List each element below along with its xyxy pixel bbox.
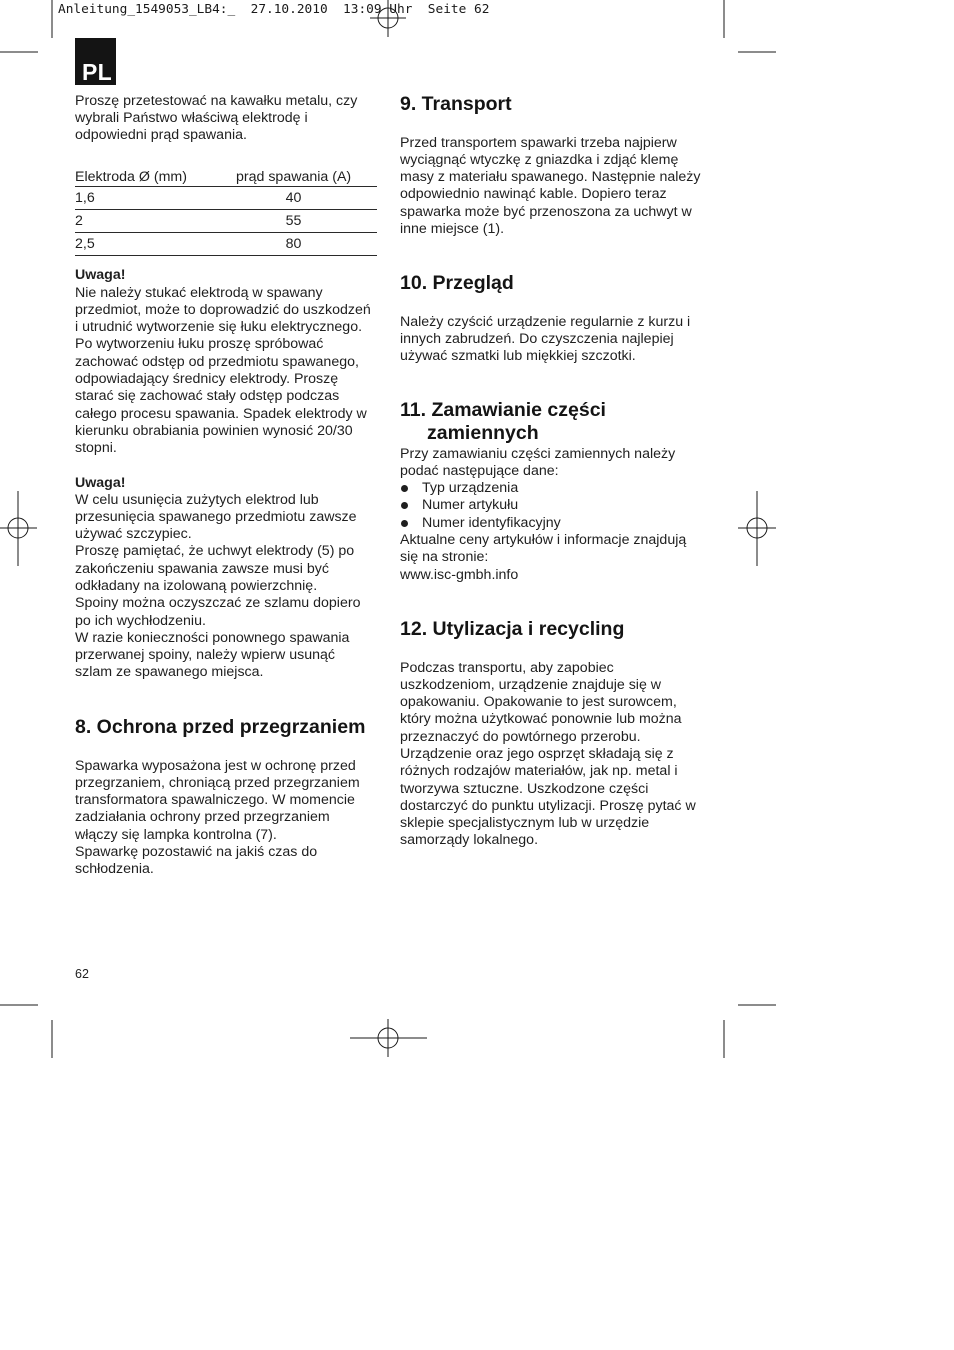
text-line: odpowiedni prąd spawania.: [75, 127, 247, 144]
table-cell-electrode: 2,5: [75, 236, 95, 252]
electrode-current-table: [75, 168, 377, 256]
text-line: Urządzenie oraz jego osprzęt składają się z: [400, 745, 674, 762]
spare-parts-list: [400, 480, 686, 532]
text-line: Proszę pamiętać, że uchwyt elektrody (5) po: [75, 543, 355, 560]
text-line: przerwanej spoiny, należy wpierw usunąć: [75, 647, 335, 664]
bullet-dot-icon: [401, 502, 408, 509]
text-line: przegrzaniem, chroniącą przed przegrzaniem: [75, 774, 360, 791]
spare-parts-intro: [400, 446, 686, 481]
text-line: przedmiot, może to doprowadzić do uszkodzeń: [75, 301, 371, 318]
heading-line: zamiennych: [427, 421, 539, 444]
list-item-text: Numer artykułu: [422, 497, 519, 514]
text-line: Spawarkę pozostawić na jakiś czas do: [75, 843, 318, 860]
text-line: innych zabrudzeń. Do czyszczenia najlepiej: [400, 330, 674, 347]
text-line: stopni.: [75, 440, 117, 457]
page-number: 62: [75, 967, 89, 981]
text-line: używać szczypiec.: [75, 526, 192, 543]
table-row: [75, 233, 377, 256]
bullet-dot-icon: [401, 485, 408, 492]
text-line: przesunięcia spawanego przedmiotu zawsze: [75, 508, 357, 525]
registration-mark-left-icon: [0, 491, 37, 566]
text-line: Nie należy stukać elektrodą w spawany: [75, 284, 323, 301]
section-paragraph: [400, 446, 686, 584]
text-line: który można użytkować ponownie lub można: [400, 711, 682, 728]
table-cell-current: 55: [285, 213, 302, 229]
text-line: używać szmatki lub miękkiej szczotki.: [400, 348, 636, 365]
text-line: opakowaniu. Opakowanie to jest surowcem,: [400, 694, 677, 711]
list-item: [400, 497, 686, 514]
text-line: Aktualne ceny artykułów i informacje znajdują: [400, 531, 687, 548]
table-header-current: prąd spawania (A): [236, 169, 352, 185]
note-label: Uwaga!: [75, 266, 126, 283]
table-cell-current: 80: [285, 236, 302, 252]
text-line: W celu usunięcia zużytych elektrod lub: [75, 491, 319, 508]
text-line: odpowiednio nawinąć kable. Dopiero teraz: [400, 186, 667, 203]
text-line: całego procesu spawania. Spadek elektrody w: [75, 405, 367, 422]
section-paragraph: [75, 758, 360, 879]
text-line: odkładany na izolowaną powierzchnię.: [75, 577, 318, 594]
text-line: tworzywa sztuczne. Uszkodzone części: [400, 780, 649, 797]
note-paragraph: [75, 492, 360, 682]
text-line: Proszę przetestować na kawałku metalu, czy: [75, 92, 358, 109]
text-line: włączy się lampka kontrolna (7).: [75, 826, 277, 843]
text-line: wybrali Państwo właściwą elektrodę i: [75, 109, 308, 126]
text-line: przeznaczyć do powtórnego przerobu.: [400, 728, 641, 745]
text-line: Należy czyścić urządzenie regularnie z kurzu i: [400, 313, 691, 330]
text-line: Spawarka wyposażona jest w ochronę przed: [75, 757, 356, 774]
section-paragraph: [400, 314, 690, 366]
section-paragraph: [400, 660, 696, 850]
list-item: [400, 480, 686, 497]
text-line: różnych rodzajów materiałów, jak np. metal i: [400, 763, 678, 780]
text-line: wyciągnąć wtyczkę z gniazdka i zdjąć klemę: [400, 151, 679, 168]
table-row: [75, 210, 377, 233]
text-line: Przy zamawianiu części zamiennych należy: [400, 445, 676, 462]
bullet-dot-icon: [401, 520, 408, 527]
section-paragraph: [400, 135, 700, 239]
registration-mark-bottom-icon: [350, 1019, 427, 1057]
list-item-text: Numer identyfikacyjny: [422, 514, 561, 531]
text-line: W razie konieczności ponownego spawania: [75, 629, 350, 646]
section-heading-spare-parts: [400, 399, 606, 445]
section-heading-transport: 9. Transport: [400, 92, 512, 115]
text-line: spawarka może być przenoszona za uchwyt w: [400, 203, 692, 220]
heading-line: 11. Zamawianie części: [400, 398, 606, 421]
note-label: Uwaga!: [75, 474, 126, 491]
text-line: Przed transportem spawarki trzeba najpierw: [400, 134, 677, 151]
table-cell-electrode: 2: [75, 213, 83, 229]
table-header-electrode: Elektroda Ø (mm): [75, 169, 187, 185]
text-line: masy z materiału spawanego. Następnie należy: [400, 169, 701, 186]
registration-mark-right-icon: [738, 491, 776, 566]
text-line: inne miejsce (1).: [400, 220, 505, 237]
spare-parts-outro: [400, 532, 686, 584]
print-slug-line: Anleitung_1549053_LB4:_ 27.10.2010 13:09 Uhr Seite 62: [58, 2, 490, 17]
table-row: [75, 187, 377, 210]
note-paragraph: [75, 285, 371, 458]
text-line: Po wytworzeniu łuku proszę spróbować: [75, 336, 324, 353]
text-line: dostarczyć do punktu utylizacji. Proszę pytać w: [400, 797, 696, 814]
table-header-row: [75, 168, 377, 187]
table-cell-current: 40: [285, 190, 302, 206]
list-item-text: Typ urządzenia: [422, 480, 519, 497]
table-cell-electrode: 1,6: [75, 190, 95, 206]
text-line: starać się zachować stały odstęp podczas: [75, 388, 340, 405]
text-line: szlam ze spawanego miejsca.: [75, 664, 264, 681]
text-line: transformatora spawalniczego. W momencie: [75, 792, 355, 809]
text-line: zachować odstęp od przedmiotu spawanego,: [75, 353, 359, 370]
text-line: zadziałania ochrony przed przegrzaniem: [75, 809, 330, 826]
text-line: uszkodzeniom, urządzenie znajduje się w: [400, 676, 662, 693]
section-heading-inspection: 10. Przegląd: [400, 271, 514, 294]
section-heading-overheat-protection: 8. Ochrona przed przegrzaniem: [75, 715, 366, 738]
text-line: i utrudnić wytworzenie się łuku elektrycznego.: [75, 319, 363, 336]
text-line: sklepie specjalistycznym lub w urzędzie: [400, 815, 650, 832]
text-line: zakończeniu spawania zawsze musi być: [75, 560, 329, 577]
text-line: Spoiny można oczyszczać ze szlamu dopiero: [75, 595, 361, 612]
text-line: się na stronie:: [400, 549, 489, 566]
text-line: samorządy lokalnego.: [400, 832, 539, 849]
text-line: Podczas transportu, aby zapobiec: [400, 659, 614, 676]
intro-paragraph: [75, 93, 357, 145]
text-line: podać następujące dane:: [400, 462, 559, 479]
list-item: [400, 515, 686, 532]
section-heading-disposal-recycling: 12. Utylizacja i recycling: [400, 617, 625, 640]
text-line: schłodzenia.: [75, 861, 154, 878]
text-line: odpowiadający średnicy elektrody. Proszę: [75, 370, 339, 387]
language-badge-label: PL: [82, 59, 112, 85]
text-line: www.isc-gmbh.info: [400, 566, 519, 583]
text-line: kierunku obrabiania powinien wynosić 20/30: [75, 422, 353, 439]
language-badge: [75, 38, 116, 85]
text-line: po ich wychłodzeniu.: [75, 612, 206, 629]
